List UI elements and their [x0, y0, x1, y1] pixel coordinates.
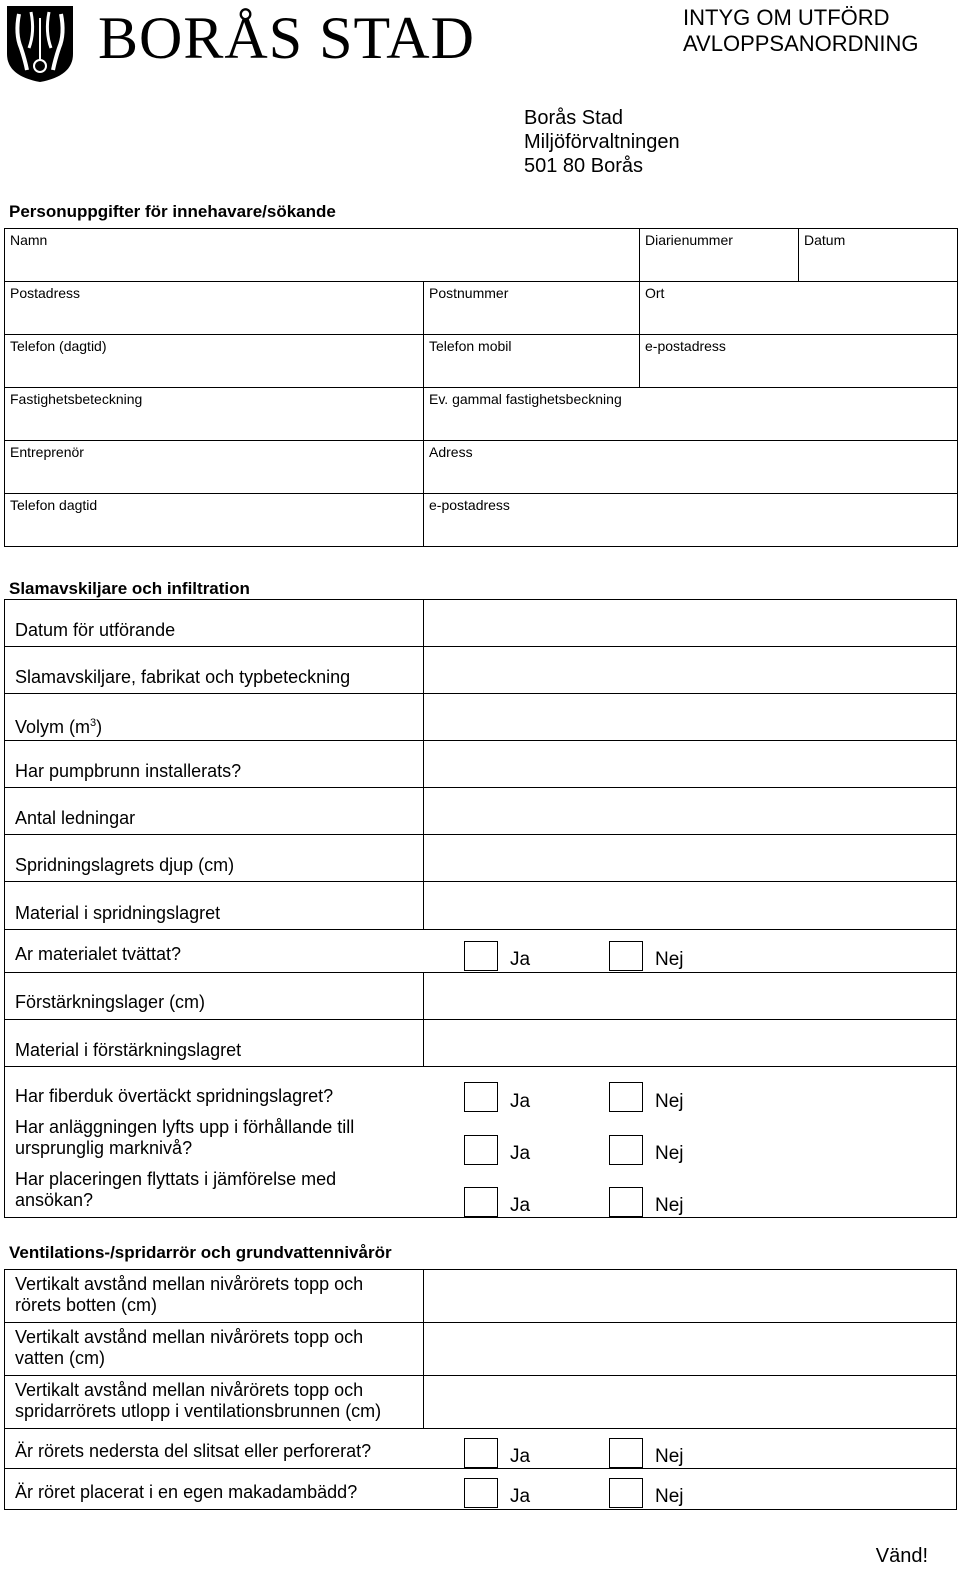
field-adress[interactable]: Adress — [424, 441, 958, 494]
row-avstand-botten[interactable]: Vertikalt avstånd mellan nivårörets topp och rörets botten (cm) — [4, 1269, 957, 1323]
row-yes-no-group: Har fiberduk övertäckt spridningslagret? Ja Nej Har anläggningen lyfts upp i förhållande till ursprunglig marknivå? Ja Nej Har placeringen flyttats i jämförelse med ansökan? Ja Nej — [4, 1066, 957, 1218]
lyfts-nej-checkbox[interactable] — [609, 1135, 643, 1165]
placering-question: Har placeringen flyttats i jämförelse med ansökan? — [15, 1169, 337, 1210]
field-epost-entreprenor[interactable]: e-postadress — [424, 494, 958, 547]
fiberduk-ja-checkbox[interactable] — [464, 1082, 498, 1112]
placering-ja-checkbox[interactable] — [464, 1187, 498, 1217]
logo-text: BORÅS STAD — [98, 5, 475, 71]
placering-nej-checkbox[interactable] — [609, 1187, 643, 1217]
field-gammal-fastighet[interactable]: Ev. gammal fastighetsbeckning — [424, 388, 958, 441]
field-telefon-dagtid-entreprenor[interactable]: Telefon dagtid — [5, 494, 424, 547]
row-datum-utforande[interactable]: Datum för utförande — [4, 599, 957, 647]
field-diarienummer[interactable]: Diarienummer — [640, 229, 799, 282]
row-volym[interactable] — [4, 693, 957, 741]
row-fabrikat[interactable]: Slamavskiljare, fabrikat och typbeteckning — [4, 646, 957, 694]
row-slitsat: Är rörets nedersta del slitsat eller perforerat? Ja Nej — [4, 1428, 957, 1469]
section-heading-personal: Personuppgifter för innehavare/sökande — [9, 202, 336, 221]
row-avstand-vatten[interactable]: Vertikalt avstånd mellan nivårörets topp och vatten (cm) — [4, 1322, 957, 1376]
field-ort[interactable]: Ort — [640, 282, 958, 335]
personal-info-grid — [4, 228, 958, 547]
fiberduk-nej-checkbox[interactable] — [609, 1082, 643, 1112]
field-epost[interactable]: e-postadress — [640, 335, 958, 388]
row-tvattat[interactable]: Ar materialet tvättat? Ja Nej — [4, 929, 957, 973]
field-postnummer[interactable]: Postnummer — [424, 282, 640, 335]
row-djup[interactable]: Spridningslagrets djup (cm) — [4, 834, 957, 882]
field-datum[interactable]: Datum — [799, 229, 958, 282]
row-antal-ledningar[interactable]: Antal ledningar — [4, 787, 957, 835]
field-entreprenor[interactable]: Entreprenör — [5, 441, 424, 494]
turn-page-note: Vänd! — [875, 1545, 928, 1567]
makadam-ja-checkbox[interactable] — [464, 1478, 498, 1508]
tvattat-ja-checkbox[interactable] — [464, 941, 498, 971]
fiberduk-question: Har fiberduk övertäckt spridningslagret? — [15, 1086, 334, 1106]
boras-stad-coat-of-arms-icon — [5, 4, 75, 84]
lyfts-question: Har anläggningen lyfts upp i förhållande till ursprunglig marknivå? — [15, 1117, 355, 1158]
section-heading-ventilation: Ventilations-/spridarrör och grundvattennivårör — [9, 1243, 392, 1262]
row-forstarkning[interactable]: Förstärkningslager (cm) — [4, 972, 957, 1020]
row-material[interactable]: Material i spridningslagret — [4, 881, 957, 930]
lyfts-ja-checkbox[interactable] — [464, 1135, 498, 1165]
row-pumpbrunn[interactable]: Har pumpbrunn installerats? — [4, 740, 957, 788]
row-avstand-utlopp[interactable]: Vertikalt avstånd mellan nivårörets topp och spridarrörets utlopp i ventilationsbrunnen (cm) — [4, 1375, 957, 1429]
section-heading-slam: Slamavskiljare och infiltration — [9, 579, 250, 598]
document-title: INTYG OM UTFÖRD AVLOPPSANORDNING — [683, 5, 919, 56]
field-fastighetsbeteckning[interactable]: Fastighetsbeteckning — [5, 388, 424, 441]
makadam-nej-checkbox[interactable] — [609, 1478, 643, 1508]
volym-label: Volym $(m^3)$ — [15, 717, 103, 737]
slitsat-ja-checkbox[interactable] — [464, 1438, 498, 1468]
field-telefon-mobil[interactable]: Telefon mobil — [424, 335, 640, 388]
recipient-address: Borås Stad Miljöförvaltningen 501 80 Borås — [524, 107, 680, 177]
field-telefon-dagtid[interactable]: Telefon (dagtid) — [5, 335, 424, 388]
field-postadress[interactable]: Postadress — [5, 282, 424, 335]
field-namn[interactable]: Namn — [5, 229, 640, 282]
slitsat-nej-checkbox[interactable] — [609, 1438, 643, 1468]
row-makadam: Är röret placerat i en egen makadambädd? Ja Nej — [4, 1468, 957, 1510]
row-material-forstarkning[interactable]: Material i förstärkningslagret — [4, 1019, 957, 1067]
tvattat-nej-checkbox[interactable] — [609, 941, 643, 971]
